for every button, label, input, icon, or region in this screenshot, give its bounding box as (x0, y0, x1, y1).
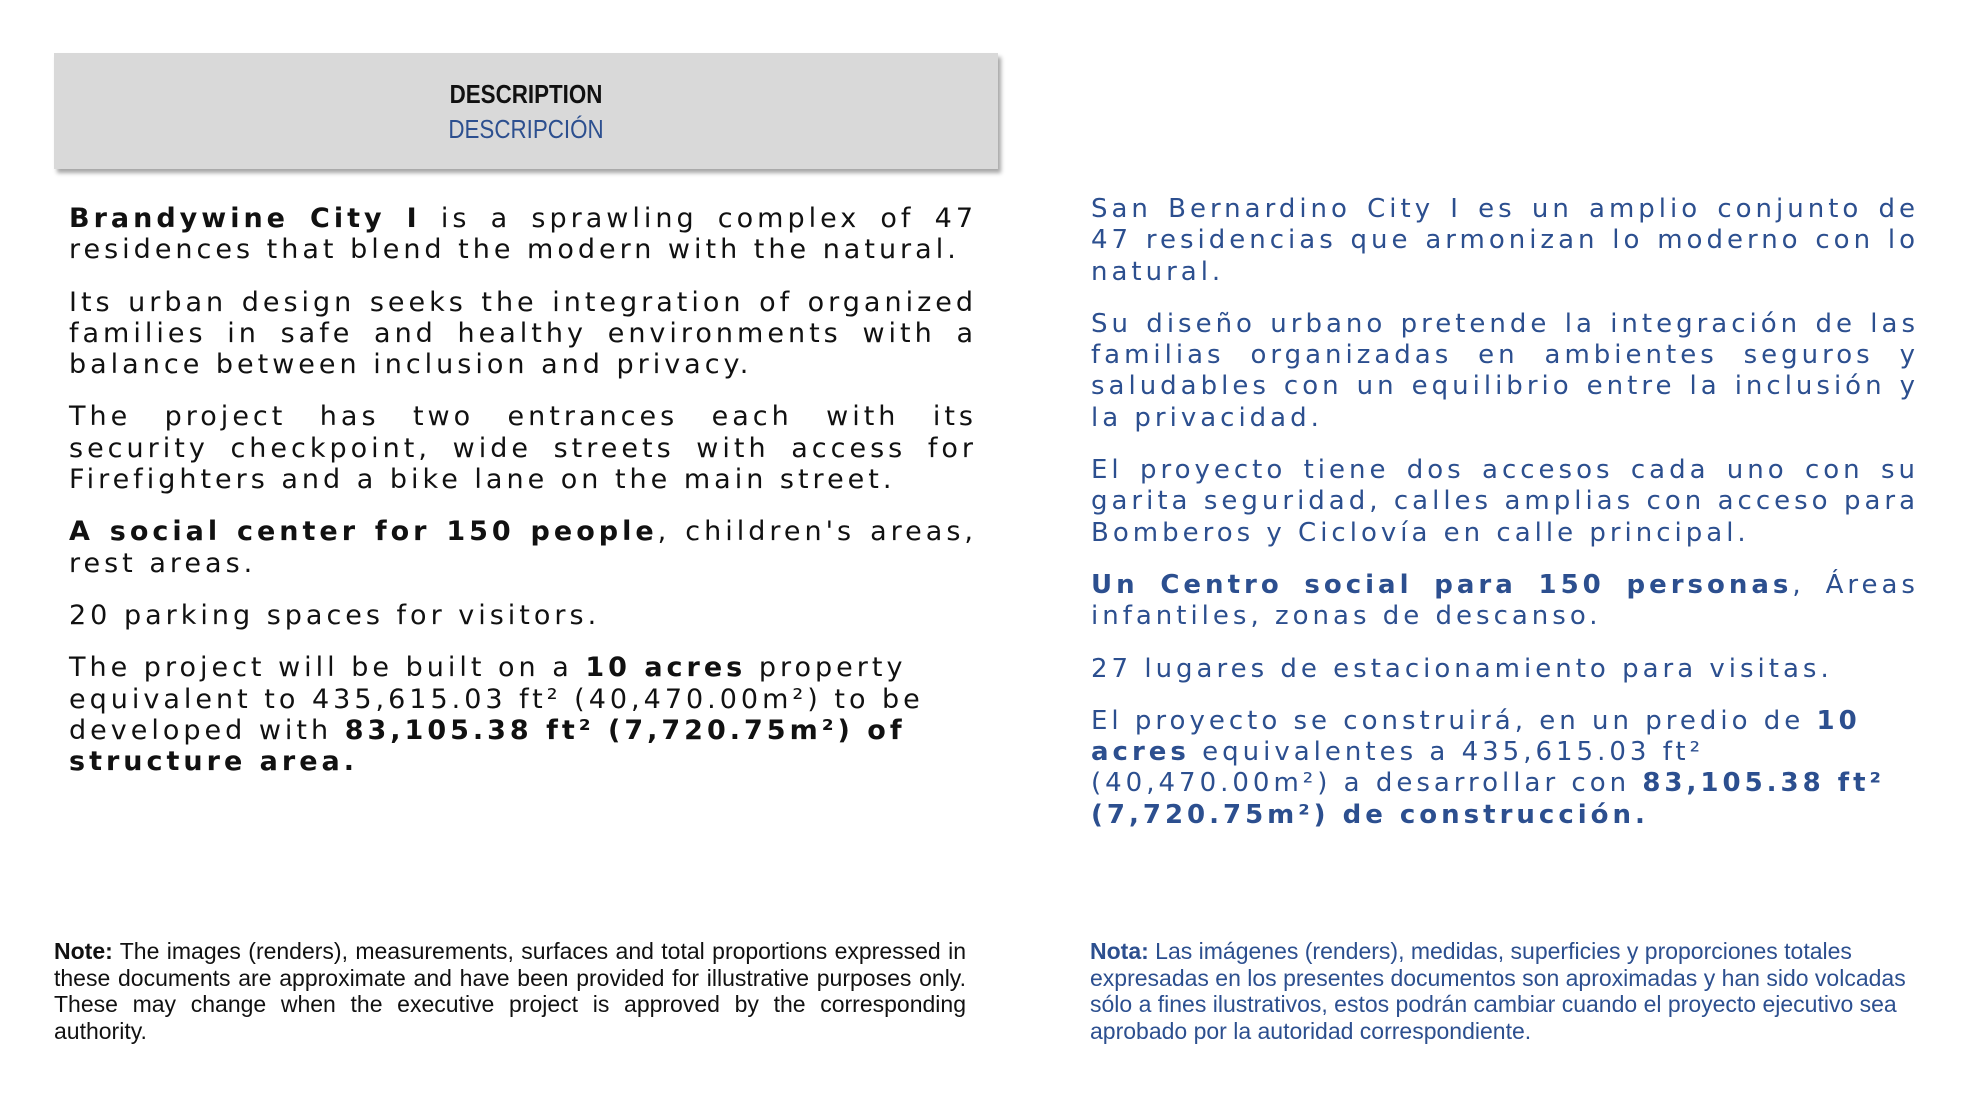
english-note (54, 938, 966, 1044)
es-area-text-2: equivalentes a 435,615.03 ft² (40,470.00m²) a desarrollar con (1091, 737, 1705, 799)
es-note-text: Las imágenes (renders), medidas, superficies y proporciones totales expresadas en los presentes documentos son aproximadas y han sido volcadas sólo a fines ilustrativos, estos podrán cambiar cuando el proyecto ejecutivo sea aprobado por la autoridad correspondiente. (1090, 938, 1906, 1044)
en-acres: 10 acres (585, 652, 747, 684)
en-note-text: The images (renders), measurements, surfaces and total proportions expressed in these documents are approximate and have been provided for illustrative purposes only. These may change when the executive project is approved by the corresponding authority. (54, 938, 966, 1044)
en-project-name: Brandywine City I (69, 203, 421, 234)
es-social-center: Un Centro social para 150 personas (1091, 569, 1793, 600)
spanish-description (1091, 194, 1919, 852)
en-note-label: Note: (54, 938, 113, 964)
es-paragraph-parking: 27 lugares de estacionamiento para visitas. (1091, 653, 1833, 684)
english-description (69, 203, 977, 798)
description-header (54, 53, 998, 169)
header-title-en: DESCRIPTION (449, 79, 603, 109)
es-paragraph-area (1091, 706, 1919, 831)
en-paragraph-area (69, 652, 977, 777)
en-social-center: A social center for 150 people (69, 516, 658, 548)
en-paragraph-intro (69, 203, 977, 266)
en-paragraph-design: Its urban design seeks the integration of organized families in safe and healthy environments with a balance between inclusion and privacy. (69, 286, 977, 381)
es-paragraph-entrances: El proyecto tiene dos accesos cada uno con su garita seguridad, calles amplias con acceso para Bomberos y Ciclovía en calle principal. (1091, 455, 1919, 548)
en-area-text-2: property equivalent to 435,615.03 ft² (40,470.00m²) to be developed with (69, 652, 924, 746)
es-amenities-text: , Áreas infantiles, zonas de descanso. (1091, 569, 1919, 632)
es-note-label: Nota: (1090, 938, 1149, 964)
es-paragraph-intro: San Bernardino City I es un amplio conjunto de 47 residencias que armonizan lo moderno con lo natural. (1091, 194, 1919, 287)
en-area-text-1: The project will be built on a (69, 652, 586, 684)
en-paragraph-amenities (69, 516, 977, 579)
es-acres: 10 acres (1091, 705, 1861, 768)
en-paragraph-parking: 20 parking spaces for visitors. (69, 599, 601, 631)
es-structure-area: 83,105.38 ft² (7,720.75m²) de construcción. (1091, 768, 1885, 830)
es-area-text-1: El proyecto se construirá, en un predio de (1091, 705, 1817, 736)
en-paragraph-entrances: The project has two entrances each with its security checkpoint, wide streets with access for Firefighters and a bike lane on the main street. (69, 401, 977, 496)
en-intro-text: is a sprawling complex of 47 residences that blend the modern with the natural. (69, 203, 977, 266)
en-structure-area: 83,105.38 ft² (7,720.75m²) of structure area. (69, 714, 906, 778)
en-amenities-text: , children's areas, rest areas. (69, 516, 977, 579)
header-title-es: DESCRIPCIÓN (448, 114, 604, 144)
spanish-note (1090, 938, 1920, 1044)
es-paragraph-design: Su diseño urbano pretende la integración de las familias organizadas en ambientes seguros y saludables con un equilibrio entre la inclusión y la privacidad. (1091, 308, 1919, 433)
es-paragraph-amenities (1091, 570, 1919, 633)
